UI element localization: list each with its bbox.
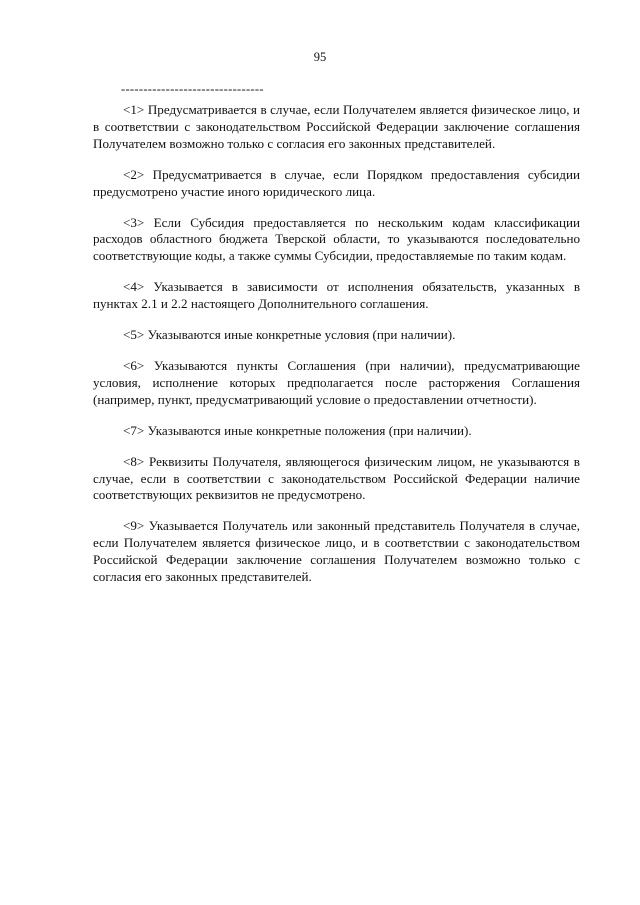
footnote-marker: <6> bbox=[123, 357, 145, 373]
footnote-4 bbox=[93, 279, 580, 313]
page-number: 95 bbox=[313, 50, 327, 64]
footnote-marker: <4> bbox=[123, 279, 145, 295]
footnote-6 bbox=[93, 358, 580, 409]
footnote-separator: -------------------------------- bbox=[121, 82, 264, 96]
footnote-7 bbox=[93, 423, 580, 440]
footnote-marker: <8> bbox=[123, 453, 145, 469]
footnote-marker: <5> bbox=[123, 327, 145, 343]
footnotes-list bbox=[93, 102, 580, 600]
footnote-2 bbox=[93, 167, 580, 201]
footnote-text: Указывается Получатель или законный представитель Получателя в случае, если Получателем является физическое лицо, и в соответствии с законодательством Российской Федерации заключение соглашения Получателем возможно только с согласия его законных представителей. bbox=[93, 518, 580, 585]
footnote-text: Реквизиты Получателя, являющегося физическим лицом, не указываются в случае, если в соответствии с законодательством Российской Федерации наличие соответствующих реквизитов не предусмотрено. bbox=[93, 453, 580, 503]
footnote-marker: <1> bbox=[123, 102, 145, 117]
footnote-9 bbox=[93, 518, 580, 586]
footnote-marker: <7> bbox=[123, 422, 145, 438]
footnote-text: Если Субсидия предоставляется по нескольким кодам классификации расходов областного бюджета Тверской области, то указываются последовательно соответствующие коды, а также суммы Субсидии, предоставляемые по таким кодам. bbox=[93, 214, 580, 264]
footnote-text: Указывается в зависимости от исполнения обязательств, указанных в пунктах 2.1 и 2.2 настоящего Дополнительного соглашения. bbox=[93, 279, 580, 312]
footnote-text: Предусматривается в случае, если Получателем является физическое лицо, и в соответствии с законодательством Российской Федерации заключение соглашения Получателем возможно только с согласия его законных представителей. bbox=[93, 102, 580, 151]
footnote-marker: <9> bbox=[123, 518, 145, 534]
footnote-marker: <2> bbox=[123, 166, 145, 182]
footnote-text: Указываются пункты Соглашения (при наличии), предусматривающие условия, исполнение которых предполагается после расторжения Соглашения (например, пункт, предусматривающий условие о предоставлении отчетности). bbox=[93, 357, 580, 407]
footnote-1 bbox=[93, 102, 580, 153]
footnote-text: Указываются иные конкретные условия (при наличии). bbox=[147, 327, 456, 343]
footnote-marker: <3> bbox=[123, 214, 145, 230]
footnote-8 bbox=[93, 454, 580, 505]
footnote-5 bbox=[93, 327, 580, 344]
footnote-3 bbox=[93, 215, 580, 266]
footnote-text: Указываются иные конкретные положения (при наличии). bbox=[147, 422, 472, 438]
footnote-text: Предусматривается в случае, если Порядком предоставления субсидии предусмотрено участие иного юридического лица. bbox=[93, 166, 580, 199]
